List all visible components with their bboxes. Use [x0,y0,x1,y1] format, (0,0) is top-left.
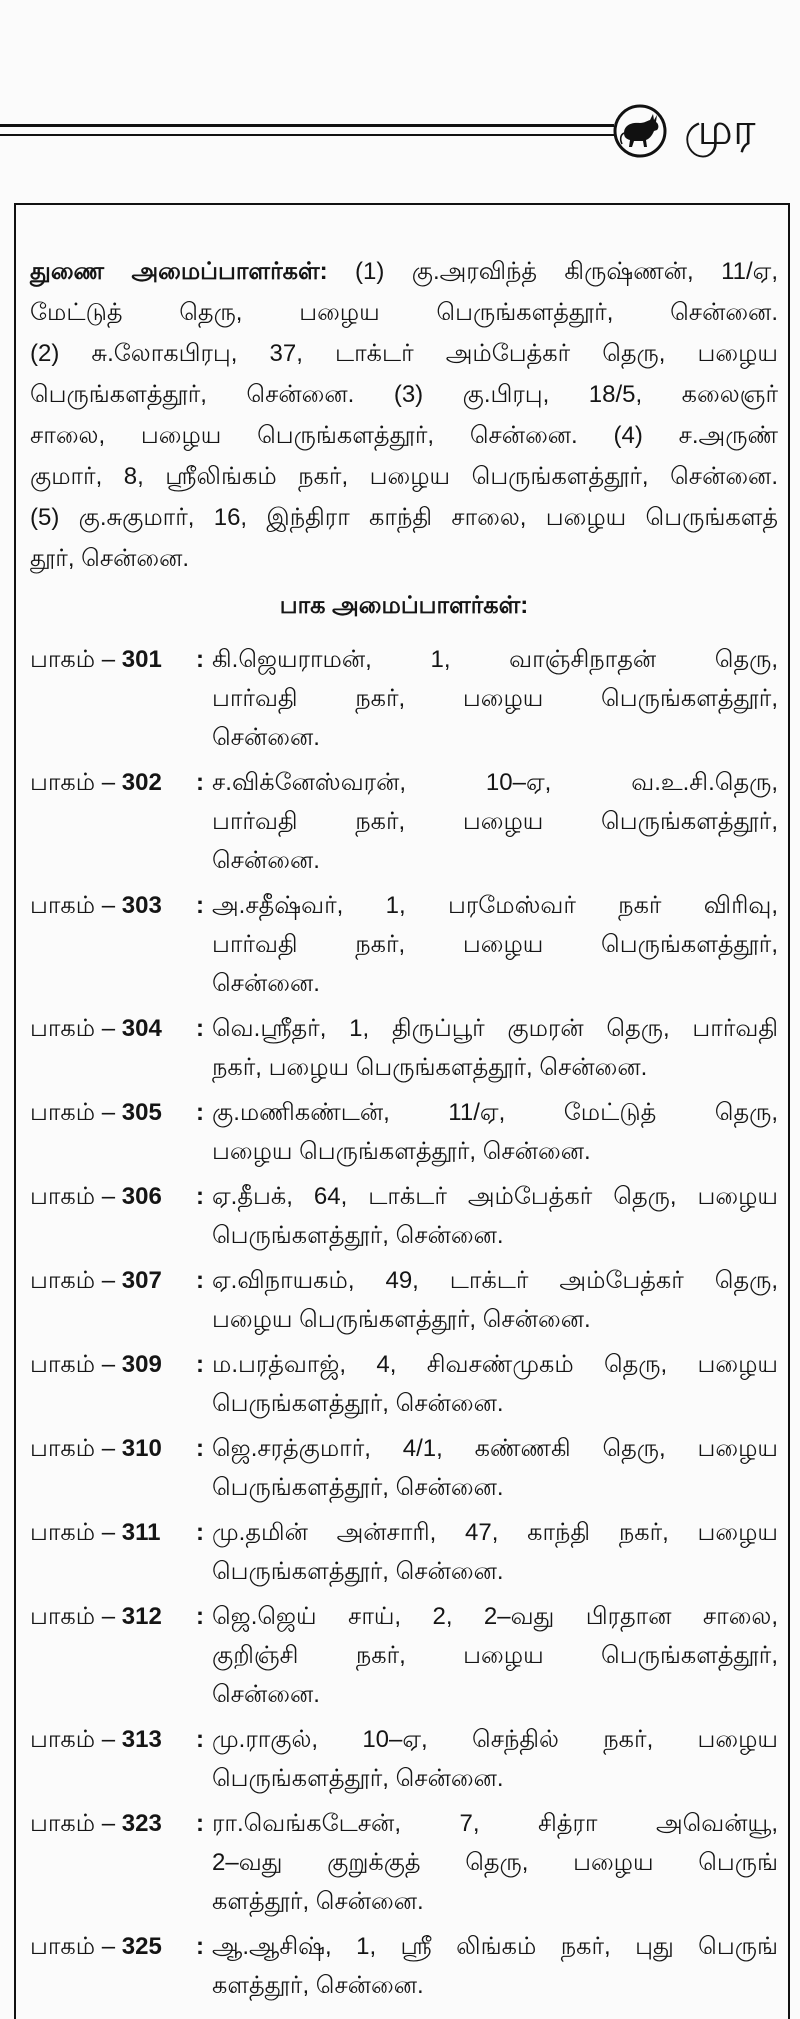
part-organizers-heading: பாக அமைப்பாளர்கள்: [279,592,529,619]
bull-logo-icon [612,103,668,159]
part-label-prefix: பாகம் – [30,1015,116,1042]
part-number: 306 [121,1183,162,1210]
part-details-line: குறிஞ்சி நகர், பழைய பெருங்களத்தூர், [212,1642,778,1669]
part-details-line: பார்வதி நகர், பழைய பெருங்களத்தூர், [212,808,778,835]
paragraph-line: குமார், 8, ஸ்ரீலிங்கம் நகர், பழைய பெருங்களத்தூர், சென்னை. [30,463,778,490]
part-separator: : [196,1099,204,1126]
part-details [212,1804,778,1921]
part-details-line: ஜெ.ஜெய் சாய், 2, 2–வது பிரதான சாலை, [212,1603,778,1630]
part-details-line: கு.மணிகண்டன், 11/ஏ, மேட்டுத் தெரு, [212,1099,778,1126]
part-label-prefix: பாகம் – [30,1183,116,1210]
part-details-line: ஜெ.சரத்குமார், 4/1, கண்ணகி தெரு, பழைய [212,1435,778,1462]
part-details-line: பெருங்களத்தூர், சென்னை. [212,1558,504,1585]
part-number: 302 [121,769,162,796]
part-entry [30,1429,778,1507]
part-label [30,1093,188,1171]
part-entry [30,1927,778,2005]
part-details-line: வெ.ஸ்ரீதர், 1, திருப்பூர் குமரன் தெரு, பார்வதி [212,1015,778,1042]
part-separator: : [196,1015,204,1042]
part-label [30,886,188,1003]
part-entry [30,1177,778,1255]
part-details-line: பழைய பெருங்களத்தூர், சென்னை. [212,1138,591,1165]
part-details-line: மு.தமின் அன்சாரி, 47, காந்தி நகர், பழைய [212,1519,778,1546]
part-label [30,1177,188,1255]
paragraph-line: தூர், சென்னை. [30,545,190,572]
masthead-rule-thin [0,134,614,136]
part-label-prefix: பாகம் – [30,1435,116,1462]
part-details-line: சென்னை. [212,724,320,751]
part-details [212,1177,778,1255]
part-entry [30,1804,778,1921]
part-details-line: ச.விக்னேஸ்வரன், 10–ஏ, வ.உ.சி.தெரு, [212,769,778,796]
part-details-line: ம.பரத்வாஜ், 4, சிவசண்முகம் தெரு, பழைய [212,1351,778,1378]
part-details [212,1093,778,1171]
part-number: 311 [121,1519,161,1546]
part-entry [30,1597,778,1714]
part-separator: : [196,1726,204,1753]
masthead-title: முர [684,104,756,155]
part-details-line: பார்வதி நகர், பழைய பெருங்களத்தூர், [212,685,778,712]
part-details-line: கி.ஜெயராமன், 1, வாஞ்சிநாதன் தெரு, [212,646,778,673]
part-separator: : [196,646,204,673]
part-details-line: களத்தூர், சென்னை. [212,1972,424,1999]
part-details-line: ஏ.தீபக், 64, டாக்டர் அம்பேத்கர் தெரு, பழைய [212,1183,778,1210]
part-details-line: சென்னை. [212,1681,320,1708]
part-details [212,763,778,880]
part-entry [30,763,778,880]
part-details [212,1009,778,1087]
part-entry [30,1345,778,1423]
part-entry [30,1261,778,1339]
part-label-prefix: பாகம் – [30,1726,116,1753]
part-number: 307 [121,1267,162,1294]
part-label [30,1429,188,1507]
part-details-line: பழைய பெருங்களத்தூர், சென்னை. [212,1306,591,1333]
paragraph-line: மேட்டுத் தெரு, பழைய பெருங்களத்தூர், சென்னை. [30,299,778,326]
part-details-line: பெருங்களத்தூர், சென்னை. [212,1222,504,1249]
part-entry [30,640,778,757]
part-label [30,1927,188,2005]
paragraph-line: (5) கு.சுகுமார், 16, இந்திரா காந்தி சாலை, பழைய பெருங்களத் [30,504,778,531]
part-details [212,1345,778,1423]
part-details-line: பார்வதி நகர், பழைய பெருங்களத்தூர், [212,931,778,958]
paragraph-line: சாலை, பழைய பெருங்களத்தூர், சென்னை. (4) ச.அருண் [30,422,778,449]
part-number: 323 [121,1810,162,1837]
part-label [30,1261,188,1339]
part-label-prefix: பாகம் – [30,1519,116,1546]
part-label [30,1009,188,1087]
part-number: 301 [121,646,162,673]
part-details [212,1261,778,1339]
part-entry [30,886,778,1003]
masthead-rule-thick [0,124,614,127]
part-label-prefix: பாகம் – [30,1933,116,1960]
part-separator: : [196,1519,204,1546]
part-separator: : [196,1933,204,1960]
part-details [212,1927,778,2005]
part-separator: : [196,892,204,919]
part-separator: : [196,1351,204,1378]
part-label-prefix: பாகம் – [30,892,116,919]
part-details [212,1513,778,1591]
part-details [212,1429,778,1507]
part-separator: : [196,1810,204,1837]
part-details [212,640,778,757]
part-number: 303 [121,892,162,919]
part-details-line: நகர், பழைய பெருங்களத்தூர், சென்னை. [212,1054,648,1081]
part-label-prefix: பாகம் – [30,769,116,796]
part-entry [30,1513,778,1591]
part-details [212,1597,778,1714]
part-separator: : [196,1603,204,1630]
part-label [30,1513,188,1591]
paragraph-line-text: (1) கு.அரவிந்த் கிருஷ்ணன், 11/ஏ, [355,258,778,285]
part-entry [30,1009,778,1087]
part-details-line: 2–வது குறுக்குத் தெரு, பழைய பெருங் [212,1849,778,1876]
paragraph-line [30,251,778,292]
part-separator: : [196,1435,204,1462]
part-number: 325 [121,1933,162,1960]
part-label-prefix: பாகம் – [30,646,116,673]
part-separator: : [196,1183,204,1210]
part-details [212,1720,778,1798]
part-label [30,640,188,757]
part-label-prefix: பாகம் – [30,1351,116,1378]
part-details-line: அ.சதீஷ்வர், 1, பரமேஸ்வர் நகர் விரிவு, [212,892,778,919]
part-number: 309 [121,1351,162,1378]
part-details [212,886,778,1003]
part-details-line: ரா.வெங்கடேசன், 7, சித்ரா அவென்யூ, [212,1810,778,1837]
part-label-prefix: பாகம் – [30,1603,116,1630]
part-label [30,1804,188,1921]
deputy-organizers-title: துணை அமைப்பாளர்கள்: [30,258,328,285]
part-details-line: ஏ.விநாயகம், 49, டாக்டர் அம்பேத்கர் தெரு, [212,1267,778,1294]
part-number: 310 [121,1435,162,1462]
part-details-line: சென்னை. [212,970,320,997]
part-separator: : [196,769,204,796]
part-details-line: பெருங்களத்தூர், சென்னை. [212,1765,504,1792]
part-entry [30,1720,778,1798]
part-organizers-list [30,640,778,2005]
part-entry [30,1093,778,1171]
part-details-line: சென்னை. [212,847,320,874]
part-number: 304 [121,1015,162,1042]
part-label-prefix: பாகம் – [30,1810,116,1837]
paragraph-line: பெருங்களத்தூர், சென்னை. (3) கு.பிரபு, 18/5, கலைஞர் [30,381,778,408]
part-details-line: பெருங்களத்தூர், சென்னை. [212,1474,504,1501]
paragraph-line: (2) சு.லோகபிரபு, 37, டாக்டர் அம்பேத்கர் தெரு, பழைய [30,340,778,367]
part-label-prefix: பாகம் – [30,1267,116,1294]
part-separator: : [196,1267,204,1294]
part-number: 305 [121,1099,162,1126]
part-number: 313 [121,1726,162,1753]
part-label [30,1597,188,1714]
part-details-line: மு.ராகுல், 10–ஏ, செந்தில் நகர், பழைய [212,1726,778,1753]
part-details-line: களத்தூர், சென்னை. [212,1888,424,1915]
deputy-organizers-paragraph [30,251,778,579]
part-label-prefix: பாகம் – [30,1099,116,1126]
part-label [30,763,188,880]
part-details-line: ஆ.ஆசிஷ், 1, ஸ்ரீ லிங்கம் நகர், புது பெருங் [212,1933,778,1960]
article-box [14,203,790,2019]
part-details-line: பெருங்களத்தூர், சென்னை. [212,1390,504,1417]
part-label [30,1720,188,1798]
part-number: 312 [121,1603,162,1630]
part-label [30,1345,188,1423]
